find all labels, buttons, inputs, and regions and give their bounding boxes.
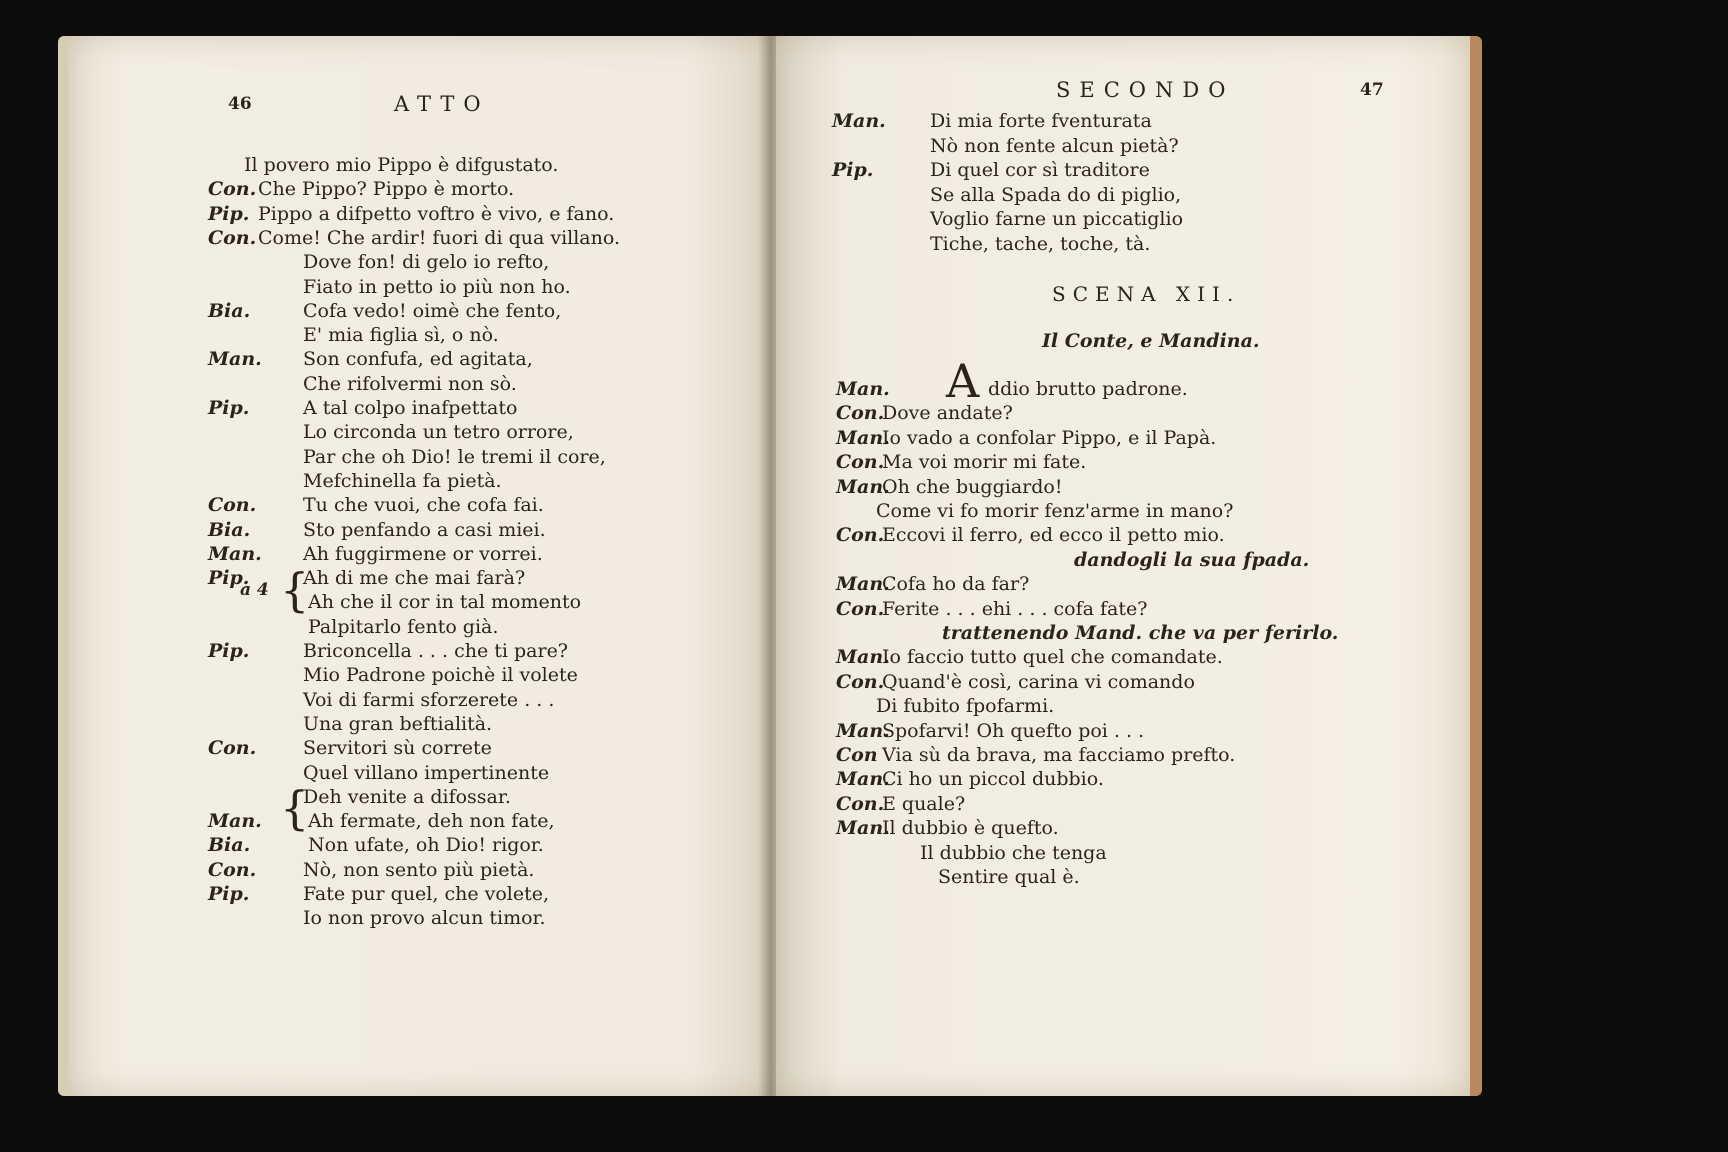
text-line: ddio brutto padrone. xyxy=(988,378,1188,400)
text-line: Via sù da brava, ma facciamo prefto. xyxy=(882,744,1236,766)
speaker-label: Con. xyxy=(208,494,257,517)
text-line: Come vi fo morir fenz'arme in mano? xyxy=(876,500,1234,522)
text-line: Voi di farmi sforzerete . . . xyxy=(303,688,555,711)
text-line: Lo circonda un tetro orrore, xyxy=(303,421,574,444)
text-line: Quand'è così, carina vi comando xyxy=(882,670,1195,693)
text-line: Fiato in petto io più non ho. xyxy=(303,275,571,298)
text-line: Che Pippo? Pippo è morto. xyxy=(258,178,515,201)
speaker-label: Man. xyxy=(836,573,890,596)
speaker-label: Con. xyxy=(836,524,885,547)
text-line: E' mia figlia sì, o nò. xyxy=(303,324,499,347)
text-line: Par che oh Dio! le tremi il core, xyxy=(303,445,606,468)
text-line: Voglio farne un piccatiglio xyxy=(930,208,1184,230)
speaker-label: Con. xyxy=(836,792,885,815)
left-page xyxy=(58,36,776,1096)
text-line: Palpitarlo fento già. xyxy=(308,615,499,638)
text-line: Io faccio tutto quel che comandate. xyxy=(882,646,1223,669)
text-line: E quale? xyxy=(882,792,966,815)
right-page xyxy=(776,36,1482,1096)
speaker-label: Man. xyxy=(836,646,890,669)
text-line: Sto penfando a casi miei. xyxy=(303,518,546,541)
speaker-label: Con. xyxy=(208,178,257,201)
text-line: Nò non fente alcun pietà? xyxy=(930,134,1179,157)
text-line: Ah fermate, deh non fate, xyxy=(308,810,555,833)
text-line: Mefchinella fa pietà. xyxy=(303,469,502,492)
speaker-label: Man. xyxy=(836,378,890,400)
page-number: 47 xyxy=(1360,80,1384,100)
text-line: Se alla Spada do di piglio, xyxy=(930,183,1182,206)
speaker-label: Man. xyxy=(836,719,890,742)
text-line: Servitori sù correte xyxy=(303,737,492,760)
speaker-label: Pip. xyxy=(208,397,250,419)
scene-persons: Il Conte, e Mandina. xyxy=(1042,330,1260,352)
speaker-label: Man. xyxy=(832,110,886,132)
speaker-label: Man. xyxy=(836,817,890,840)
speaker-label: Pip. xyxy=(208,567,250,590)
text-line: Ah di me che mai farà? xyxy=(303,567,526,590)
text-line: Spofarvi! Oh quefto poi . . . xyxy=(882,719,1145,742)
text-line: Ma voi morir mi fate. xyxy=(882,451,1087,474)
scene-title: SCENA XII. xyxy=(1052,282,1241,306)
text-line: Dove andate? xyxy=(882,402,1013,425)
text-line: Di quel cor sì traditore xyxy=(930,159,1150,181)
open-book xyxy=(58,36,1480,1112)
speaker-label: Bia. xyxy=(208,518,251,541)
text-line: Di mia forte fventurata xyxy=(930,110,1152,132)
speaker-label: Con. xyxy=(836,402,885,425)
speaker-label: Man. xyxy=(836,426,890,449)
text-line: Cofa ho da far? xyxy=(882,573,1030,596)
text-line: trattenendo Mand. che va per ferirlo. xyxy=(942,622,1339,644)
text-line: Deh venite a difossar. xyxy=(303,785,511,808)
speaker-label: Bia. xyxy=(208,299,251,322)
page-number: 46 xyxy=(228,94,252,114)
text-line: Nò, non sento più pietà. xyxy=(303,858,535,881)
text-line: Tiche, tache, toche, tà. xyxy=(930,232,1151,255)
text-line: Oh che buggiardo! xyxy=(882,475,1063,498)
running-head: ATTO xyxy=(394,92,490,116)
text-line: Il povero mio Pippo è difgustato. xyxy=(244,154,559,176)
speaker-label: Pip. xyxy=(208,640,250,662)
text-line: Son confufa, ed agitata, xyxy=(303,348,533,371)
speaker-label: Con xyxy=(836,744,878,766)
text-line: Il dubbio è quefto. xyxy=(882,817,1059,840)
text-line: Sentire qual è. xyxy=(938,866,1080,888)
text-line: Di fubito fpofarmi. xyxy=(876,695,1055,718)
text-line: Pippo a difpetto voftro è vivo, e fano. xyxy=(258,202,615,225)
speaker-label: Pip. xyxy=(208,202,250,225)
speaker-label: Pip. xyxy=(208,883,250,905)
text-line: Come! Che ardir! fuori di qua villano. xyxy=(258,226,621,249)
brace-mark: { xyxy=(280,781,310,835)
speaker-label: Man. xyxy=(836,475,890,498)
speaker-label: Bia. xyxy=(208,834,251,857)
text-line: Mio Padrone poichè il volete xyxy=(303,664,578,687)
text-line: A tal colpo inafpettato xyxy=(303,397,518,419)
text-line: Il dubbio che tenga xyxy=(920,841,1107,864)
speaker-label: Man. xyxy=(208,810,262,833)
speaker-label: Con. xyxy=(208,737,257,760)
text-line: Ah che il cor in tal momento xyxy=(308,591,582,614)
text-line: Quel villano impertinente xyxy=(303,761,550,784)
speaker-label: Man. xyxy=(836,768,890,791)
speaker-label: Con. xyxy=(836,597,885,620)
text-line: Eccovi il ferro, ed ecco il petto mio. xyxy=(882,524,1225,547)
speaker-label: Con. xyxy=(836,670,885,693)
text-line: Non ufate, oh Dio! rigor. xyxy=(308,834,544,857)
text-line: Che rifolvermi non sò. xyxy=(303,372,517,395)
speaker-label: Man. xyxy=(208,348,262,371)
ensemble-label: a 4 xyxy=(240,580,269,600)
text-line: Io non provo alcun timor. xyxy=(303,907,546,930)
text-line: Ah fuggirmene or vorrei. xyxy=(303,542,543,565)
text-line: Ferite . . . ehi . . . cofa fate? xyxy=(882,597,1148,620)
running-head: SECONDO xyxy=(1056,78,1235,102)
speaker-label: Con. xyxy=(208,226,257,249)
text-line: Io vado a confolar Pippo, e il Papà. xyxy=(882,426,1217,449)
text-line: Briconcella . . . che ti pare? xyxy=(303,640,568,662)
speaker-label: Con. xyxy=(208,858,257,881)
speaker-label: Pip. xyxy=(832,159,874,181)
text-line: Tu che vuoi, che cofa fai. xyxy=(303,494,544,517)
brace-mark: { xyxy=(280,563,310,617)
text-line: dandogli la sua fpada. xyxy=(1074,548,1310,571)
speaker-label: Con. xyxy=(836,451,885,474)
text-line: Fate pur quel, che volete, xyxy=(303,883,550,905)
text-line: Cofa vedo! oimè che fento, xyxy=(303,299,562,322)
drop-cap: A xyxy=(946,354,980,408)
text-line: Dove fon! di gelo io refto, xyxy=(303,251,550,274)
text-line: Ci ho un piccol dubbio. xyxy=(882,768,1104,791)
text-line: Una gran beftialità. xyxy=(303,712,493,735)
speaker-label: Man. xyxy=(208,542,262,565)
